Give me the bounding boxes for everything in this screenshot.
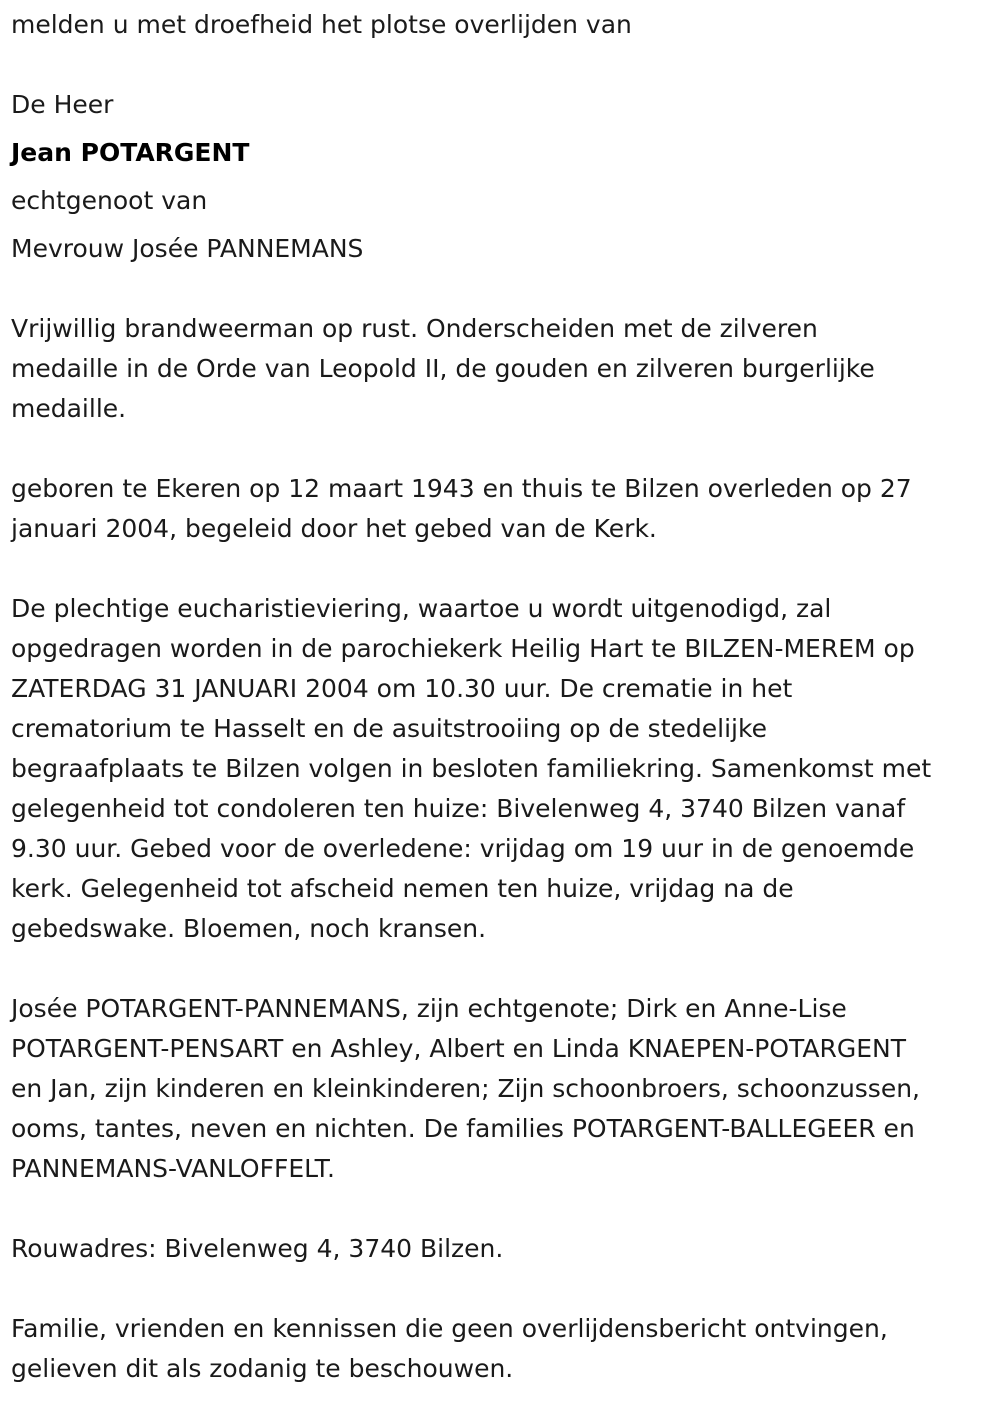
closing-paragraph	[11, 1309, 991, 1389]
paragraph-line: januari 2004, begeleid door het gebed van de Kerk.	[11, 514, 657, 543]
paragraph-line: kerk. Gelegenheid tot afscheid nemen ten huize, vrijdag na de	[11, 874, 794, 903]
paragraph-line: 9.30 uur. Gebed voor de overledene: vrijdag om 19 uur in de genoemde	[11, 834, 915, 863]
birth-death-paragraph	[11, 469, 991, 549]
paragraph-line: en Jan, zijn kinderen en kleinkinderen; Zijn schoonbroers, schoonzussen,	[11, 1074, 921, 1103]
paragraph-line: Josée POTARGENT-PANNEMANS, zijn echtgenote; Dirk en Anne-Lise	[11, 994, 847, 1023]
paragraph-line: Vrijwillig brandweerman op rust. Onderscheiden met de zilveren	[11, 314, 818, 343]
family-paragraph	[11, 989, 991, 1189]
paragraph-line: begraafplaats te Bilzen volgen in besloten familiekring. Samenkomst met	[11, 754, 932, 783]
paragraph-line: Familie, vrienden en kennissen die geen overlijdensbericht ontvingen,	[11, 1314, 888, 1343]
paragraph-line: gelieven dit als zodanig te beschouwen.	[11, 1354, 514, 1383]
paragraph-line: De plechtige eucharistieviering, waartoe u wordt uitgenodigd, zal	[11, 594, 832, 623]
salutation: De Heer	[11, 90, 114, 119]
paragraph-line: gebedswake. Bloemen, noch kransen.	[11, 914, 487, 943]
paragraph-line: ZATERDAG 31 JANUARI 2004 om 10.30 uur. De crematie in het	[11, 674, 793, 703]
spouse-name: Mevrouw Josée PANNEMANS	[11, 234, 364, 263]
paragraph-line: crematorium te Hasselt en de asuitstrooiing op de stedelijke	[11, 714, 767, 743]
paragraph-line: geboren te Ekeren op 12 maart 1943 en thuis te Bilzen overleden op 27	[11, 474, 912, 503]
relation-text: echtgenoot van	[11, 186, 208, 215]
paragraph-line: medaille in de Orde van Leopold II, de gouden en zilveren burgerlijke	[11, 354, 875, 383]
paragraph-line: medaille.	[11, 394, 127, 423]
career-paragraph	[11, 309, 991, 429]
paragraph-line: Rouwadres: Bivelenweg 4, 3740 Bilzen.	[11, 1234, 504, 1263]
address-paragraph	[11, 1229, 991, 1269]
paragraph-line: ooms, tantes, neven en nichten. De families POTARGENT-BALLEGEER en	[11, 1114, 915, 1143]
paragraph-line: gelegenheid tot condoleren ten huize: Bivelenweg 4, 3740 Bilzen vanaf	[11, 794, 906, 823]
paragraph-line: POTARGENT-PENSART en Ashley, Albert en Linda KNAEPEN-POTARGENT	[11, 1034, 906, 1063]
intro-text: melden u met droefheid het plotse overlijden van	[11, 10, 632, 39]
paragraph-line: opgedragen worden in de parochiekerk Heilig Hart te BILZEN-MEREM op	[11, 634, 915, 663]
paragraph-line: PANNEMANS-VANLOFFELT.	[11, 1154, 335, 1183]
ceremony-paragraph	[11, 589, 991, 949]
deceased-name: Jean POTARGENT	[11, 138, 250, 167]
